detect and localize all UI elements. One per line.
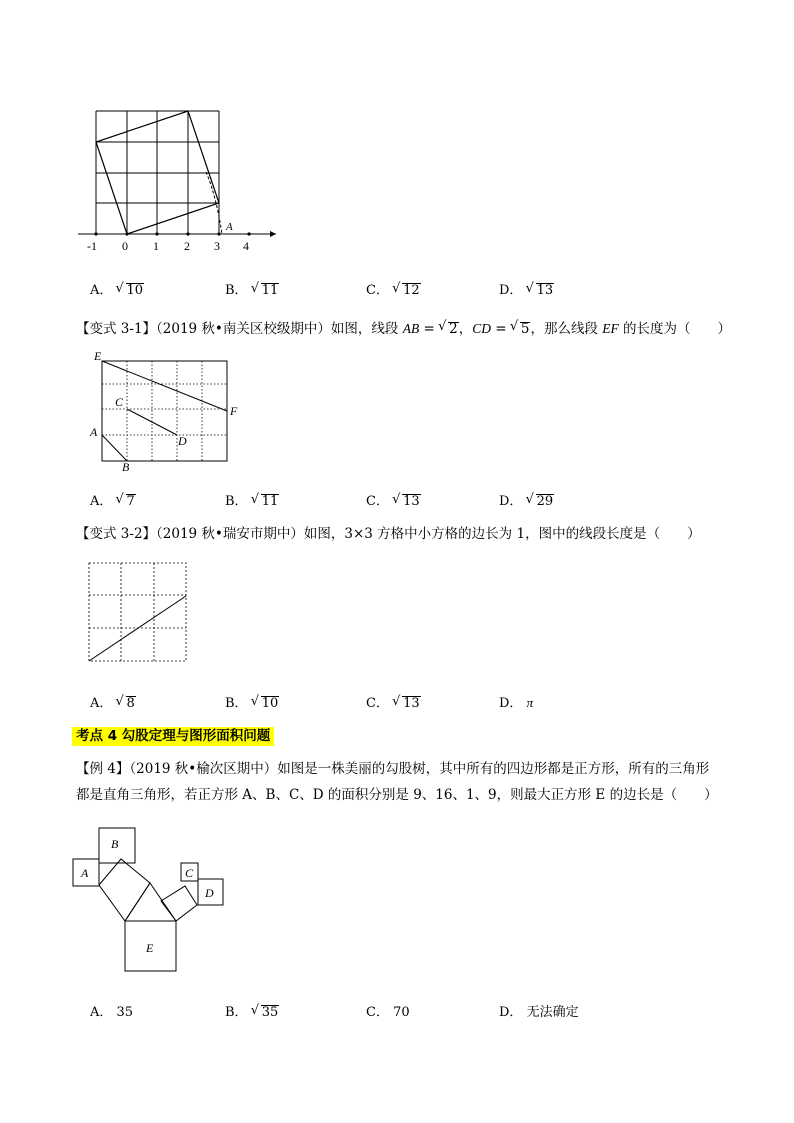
label-square-e: E xyxy=(146,941,154,955)
q2-option-b[interactable]: B． √ 11 xyxy=(225,490,279,509)
tick-label: 0 xyxy=(122,239,128,253)
label-e: E xyxy=(94,349,102,363)
q3-option-a[interactable]: A． √ 8 xyxy=(90,692,136,711)
tick-label: 3 xyxy=(214,239,220,253)
tick-label: 4 xyxy=(243,239,249,253)
tick-label: 1 xyxy=(153,239,159,253)
label-f: F xyxy=(230,404,238,418)
q3-stem: 【变式 3-2】（2019 秋•瑞安市期中）如图，3×3 方格中小方格的边长为 1，图中的线段长度是（ ） xyxy=(76,526,701,542)
q3-option-d[interactable]: D． π xyxy=(499,695,534,711)
label-square-d: D xyxy=(205,886,214,900)
q1-option-b[interactable]: B． √ 11 xyxy=(225,279,279,298)
label-square-c: C xyxy=(185,866,194,880)
q2-stem: 【变式 3-1】（2019 秋•南关区校级期中）如图，线段 AB = √ 2，CD = √ 5，那么线段 EF 的长度为（ ） xyxy=(76,316,731,342)
q4-option-a[interactable]: A． 35 xyxy=(90,1005,134,1020)
q1-option-a[interactable]: A． √ 10 xyxy=(90,279,144,298)
q3-option-c[interactable]: C． √ 13 xyxy=(366,692,421,711)
q4-stem: 【例 4】（2019 秋•榆次区期中）如图是一株美丽的勾股树，其中所有的四边形都是正方形，所有的三角形 都是直角三角形，若正方形 A、B、C、D 的面积分别是 9、16、1、9，则最大正方形 E 的边长是（ ） xyxy=(76,761,718,803)
label-square-a: A xyxy=(81,866,89,880)
label-square-b: B xyxy=(111,837,119,851)
point-label-a: A xyxy=(226,221,233,233)
q4-option-b[interactable]: B． √ 35 xyxy=(225,1001,279,1020)
label-a: A xyxy=(90,425,98,439)
q1-option-c[interactable]: C． √ 12 xyxy=(366,279,421,298)
q4-option-c[interactable]: C． 70 xyxy=(366,1005,410,1020)
tick-label: -1 xyxy=(87,239,97,253)
q1-option-d[interactable]: D． √ 13 xyxy=(499,279,554,298)
label-d: D xyxy=(178,434,187,448)
label-c: C xyxy=(115,395,124,409)
q2-option-c[interactable]: C． √ 13 xyxy=(366,490,421,509)
q4-option-d[interactable]: D． 无法确定 xyxy=(499,1005,579,1020)
tick-label: 2 xyxy=(184,239,190,253)
label-b: B xyxy=(122,460,130,474)
q2-option-d[interactable]: D． √ 29 xyxy=(499,490,554,509)
q3-option-b[interactable]: B． √ 10 xyxy=(225,692,279,711)
q2-option-a[interactable]: A． √ 7 xyxy=(90,490,136,509)
section-title: 考点 4 勾股定理与图形面积问题 xyxy=(72,727,274,746)
